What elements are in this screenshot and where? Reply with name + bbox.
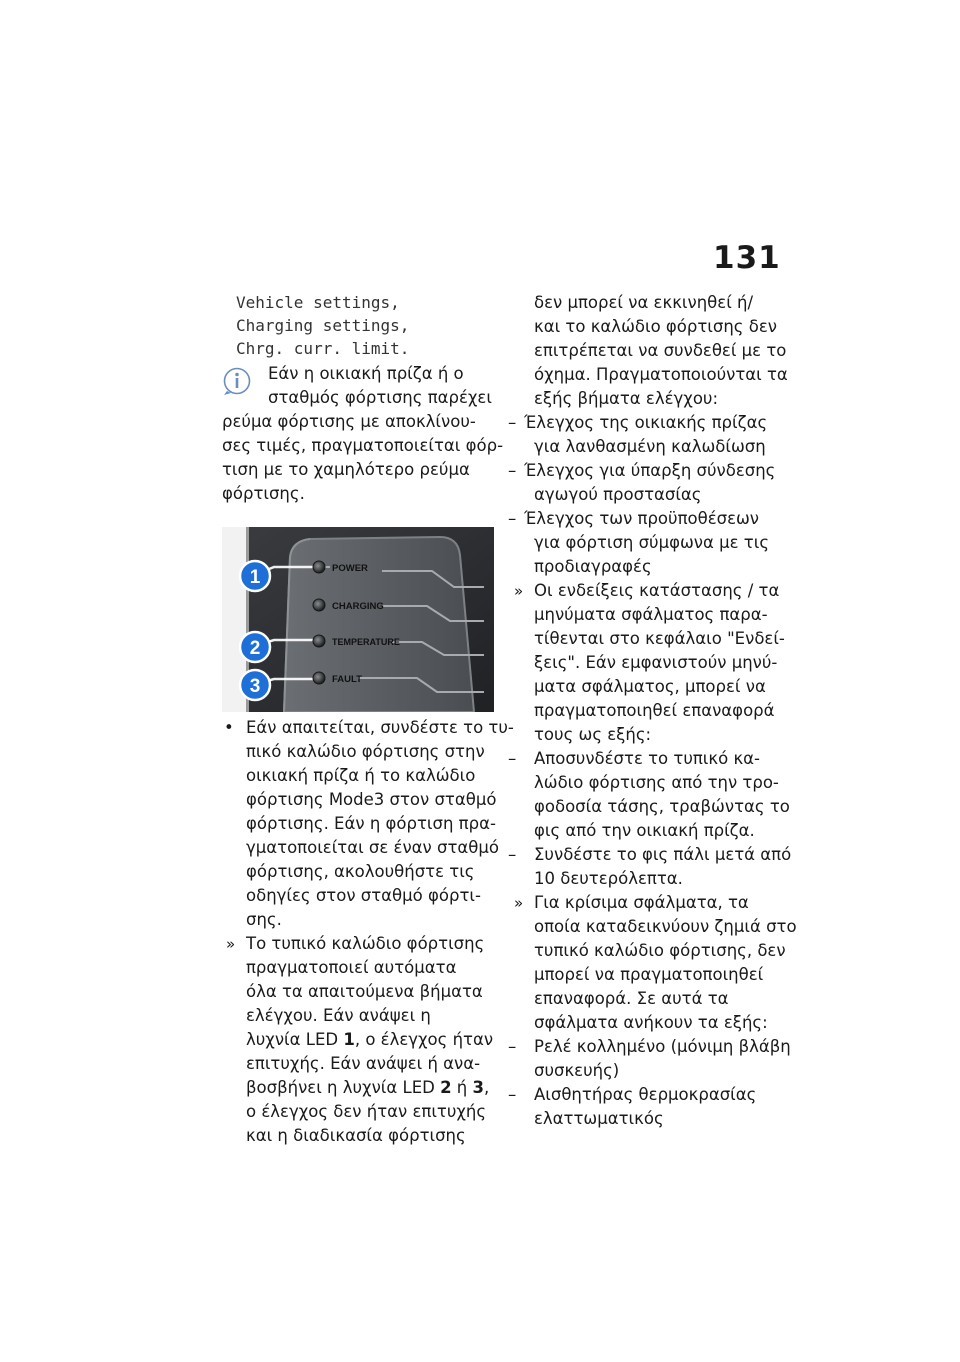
text-line: μπορεί να πραγματοποιηθεί bbox=[534, 965, 764, 984]
menu-path bbox=[222, 291, 494, 360]
text-line: επιτυχής. Εάν ανάψει ή ανα- bbox=[246, 1054, 481, 1073]
text-line: για φόρτιση σύμφωνα με τις bbox=[534, 533, 770, 552]
text-line: ο έλεγχος δεν ήταν επιτυχής bbox=[246, 1102, 487, 1121]
check-item bbox=[510, 507, 780, 579]
text-line: ξεις". Εάν εμφανιστούν μηνύ- bbox=[534, 653, 778, 672]
text-line: Έλεγχος για ύπαρξη σύνδεσης bbox=[524, 461, 776, 480]
callout-3-number: 3 bbox=[249, 676, 261, 697]
text-fragment: , bbox=[484, 1078, 490, 1097]
text-line: σφάλματα ανήκουν τα εξής: bbox=[534, 1013, 768, 1032]
text-line bbox=[246, 1028, 494, 1052]
info-note bbox=[222, 362, 504, 506]
text-line: φοδοσία τάσης, τραβώντας το bbox=[534, 797, 790, 816]
right-column bbox=[508, 291, 797, 1131]
text-line: Έλεγχος των προϋποθέσεων bbox=[524, 509, 760, 528]
text-line: συσκευής) bbox=[534, 1061, 620, 1080]
text-line: μηνύματα σφάλματος παρα- bbox=[534, 605, 768, 624]
step-item bbox=[510, 579, 785, 747]
led-reference-1: 1 bbox=[343, 1030, 355, 1049]
text-line: πικό καλώδιο φόρτισης στην bbox=[246, 742, 485, 761]
text-line: σης. bbox=[246, 910, 282, 929]
critical-item bbox=[508, 1035, 791, 1083]
text-line: Ρελέ κολλημένο (μόνιμη βλάβη bbox=[534, 1037, 791, 1056]
dash-marker: – bbox=[508, 509, 517, 528]
text-line: προδιαγραφές bbox=[534, 557, 652, 576]
note-line: σταθμός φόρτισης παρέχει bbox=[268, 388, 492, 407]
text-line: και το καλώδιο φόρτισης δεν bbox=[534, 317, 777, 336]
text-line: πραγματοποιηθεί επαναφορά bbox=[534, 701, 775, 720]
left-column bbox=[222, 291, 514, 1148]
step-marker: » bbox=[514, 894, 524, 912]
led-panel-illustration bbox=[222, 527, 494, 712]
led-reference-3: 3 bbox=[472, 1078, 484, 1097]
text-line: φόρτισης Mode3 στον σταθμό bbox=[246, 790, 497, 809]
text-line: για λανθασμένη καλωδίωση bbox=[534, 437, 766, 456]
critical-item bbox=[510, 1083, 780, 1131]
bullet-marker: • bbox=[224, 718, 234, 737]
note-line: Εάν η οικιακή πρίζα ή ο bbox=[268, 364, 464, 383]
menu-path-item: Chrg. curr. limit. bbox=[236, 339, 410, 358]
led-label-fault: FAULT bbox=[332, 674, 362, 685]
text-line: τυπικό καλώδιο φόρτισης, δεν bbox=[534, 941, 786, 960]
text-line: επαναφορά. Σε αυτά τα bbox=[534, 989, 729, 1008]
text-line bbox=[246, 1076, 494, 1100]
note-line: ρεύμα φόρτισης με αποκλίνου- bbox=[222, 412, 476, 431]
bullet-item bbox=[222, 716, 514, 932]
dash-marker: – bbox=[508, 461, 517, 480]
callout-2-number: 2 bbox=[249, 638, 261, 659]
dash-marker: – bbox=[508, 749, 517, 768]
dash-marker: – bbox=[508, 845, 517, 864]
text-line: όλα τα απαιτούμενα βήματα bbox=[246, 982, 483, 1001]
text-line: πραγματοποιεί αυτόματα bbox=[246, 958, 457, 977]
text-line: οποία καταδεικνύουν ζημιά στο bbox=[534, 917, 797, 936]
text-line: τίθενται στο κεφάλαιο "Ενδεί- bbox=[534, 629, 785, 648]
text-line: οδηγίες στον σταθμό φόρτι- bbox=[246, 886, 481, 905]
text-line: λώδιο φόρτισης από την τρο- bbox=[534, 773, 779, 792]
text-line: φόρτισης. Εάν η φόρτιση πρα- bbox=[246, 814, 496, 833]
text-line: ελαττωματικός bbox=[534, 1109, 664, 1128]
led-label-temperature: TEMPERATURE bbox=[332, 637, 400, 647]
text-line: όχημα. Πραγματοποιούνται τα bbox=[534, 365, 788, 384]
text-line: Αισθητήρας θερμοκρασίας bbox=[534, 1085, 757, 1104]
led-reference-2: 2 bbox=[440, 1078, 452, 1097]
note-line: τιση με το χαμηλότερο ρεύμα bbox=[222, 460, 470, 479]
text-line: φις από την οικιακή πρίζα. bbox=[534, 821, 755, 840]
text-line: Συνδέστε το φις πάλι μετά από bbox=[534, 845, 792, 864]
text-line: Αποσυνδέστε το τυπικό κα- bbox=[534, 749, 760, 768]
text-fragment: , ο έλεγχος ήταν bbox=[354, 1030, 494, 1049]
step-item bbox=[222, 932, 494, 1148]
note-line: σες τιμές, πραγματοποιείται φόρ- bbox=[222, 436, 504, 455]
led-panel-figure bbox=[222, 527, 494, 712]
text-line: Το τυπικό καλώδιο φόρτισης bbox=[246, 934, 485, 953]
note-line: φόρτισης. bbox=[222, 484, 305, 503]
check-item bbox=[510, 411, 780, 459]
led-label-charging: CHARGING bbox=[332, 601, 384, 612]
text-line: τους ως εξής: bbox=[534, 725, 652, 744]
text-fragment: βοσβήνει η λυχνία LED bbox=[246, 1078, 441, 1097]
dash-marker: – bbox=[508, 1085, 517, 1104]
text-line: 10 δευτερόλεπτα. bbox=[534, 869, 683, 888]
text-line: οικιακή πρίζα ή το καλώδιο bbox=[246, 766, 476, 785]
text-line: γματοποιείται σε έναν σταθμό bbox=[246, 838, 499, 857]
text-fragment: λυχνία LED bbox=[246, 1030, 344, 1049]
continuation-text bbox=[510, 291, 788, 411]
step-marker: » bbox=[226, 935, 236, 953]
reset-step bbox=[508, 843, 792, 891]
text-line: ελέγχου. Εάν ανάψει η bbox=[246, 1006, 431, 1025]
dash-marker: – bbox=[508, 1037, 517, 1056]
text-line: εξής βήματα ελέγχου: bbox=[534, 389, 719, 408]
step-item bbox=[510, 891, 797, 1035]
text-line: και η διαδικασία φόρτισης bbox=[246, 1126, 466, 1145]
led-label-power: POWER bbox=[332, 563, 368, 574]
menu-path-item: Charging settings, bbox=[236, 316, 410, 335]
text-line: φόρτισης, ακολουθήστε τις bbox=[246, 862, 475, 881]
reset-step bbox=[508, 747, 790, 843]
text-fragment: ή bbox=[451, 1078, 473, 1097]
info-icon bbox=[222, 366, 252, 396]
check-item bbox=[510, 459, 780, 507]
text-line: Έλεγχος της οικιακής πρίζας bbox=[524, 413, 768, 432]
dash-marker: – bbox=[508, 413, 517, 432]
callout-1-number: 1 bbox=[249, 567, 261, 588]
text-line: ματα σφάλματος, μπορεί να bbox=[534, 677, 766, 696]
text-line: Οι ενδείξεις κατάστασης / τα bbox=[534, 581, 780, 600]
text-line: επιτρέπεται να συνδεθεί με το bbox=[534, 341, 787, 360]
text-line: Για κρίσιμα σφάλματα, τα bbox=[534, 893, 749, 912]
page-number: 131 bbox=[713, 240, 781, 276]
step-marker: » bbox=[514, 582, 524, 600]
text-line: Εάν απαιτείται, συνδέστε το τυ- bbox=[246, 718, 514, 737]
menu-path-item: Vehicle settings, bbox=[236, 293, 400, 312]
text-line: δεν μπορεί να εκκινηθεί ή/ bbox=[534, 293, 754, 312]
text-line: αγωγού προστασίας bbox=[534, 485, 702, 504]
